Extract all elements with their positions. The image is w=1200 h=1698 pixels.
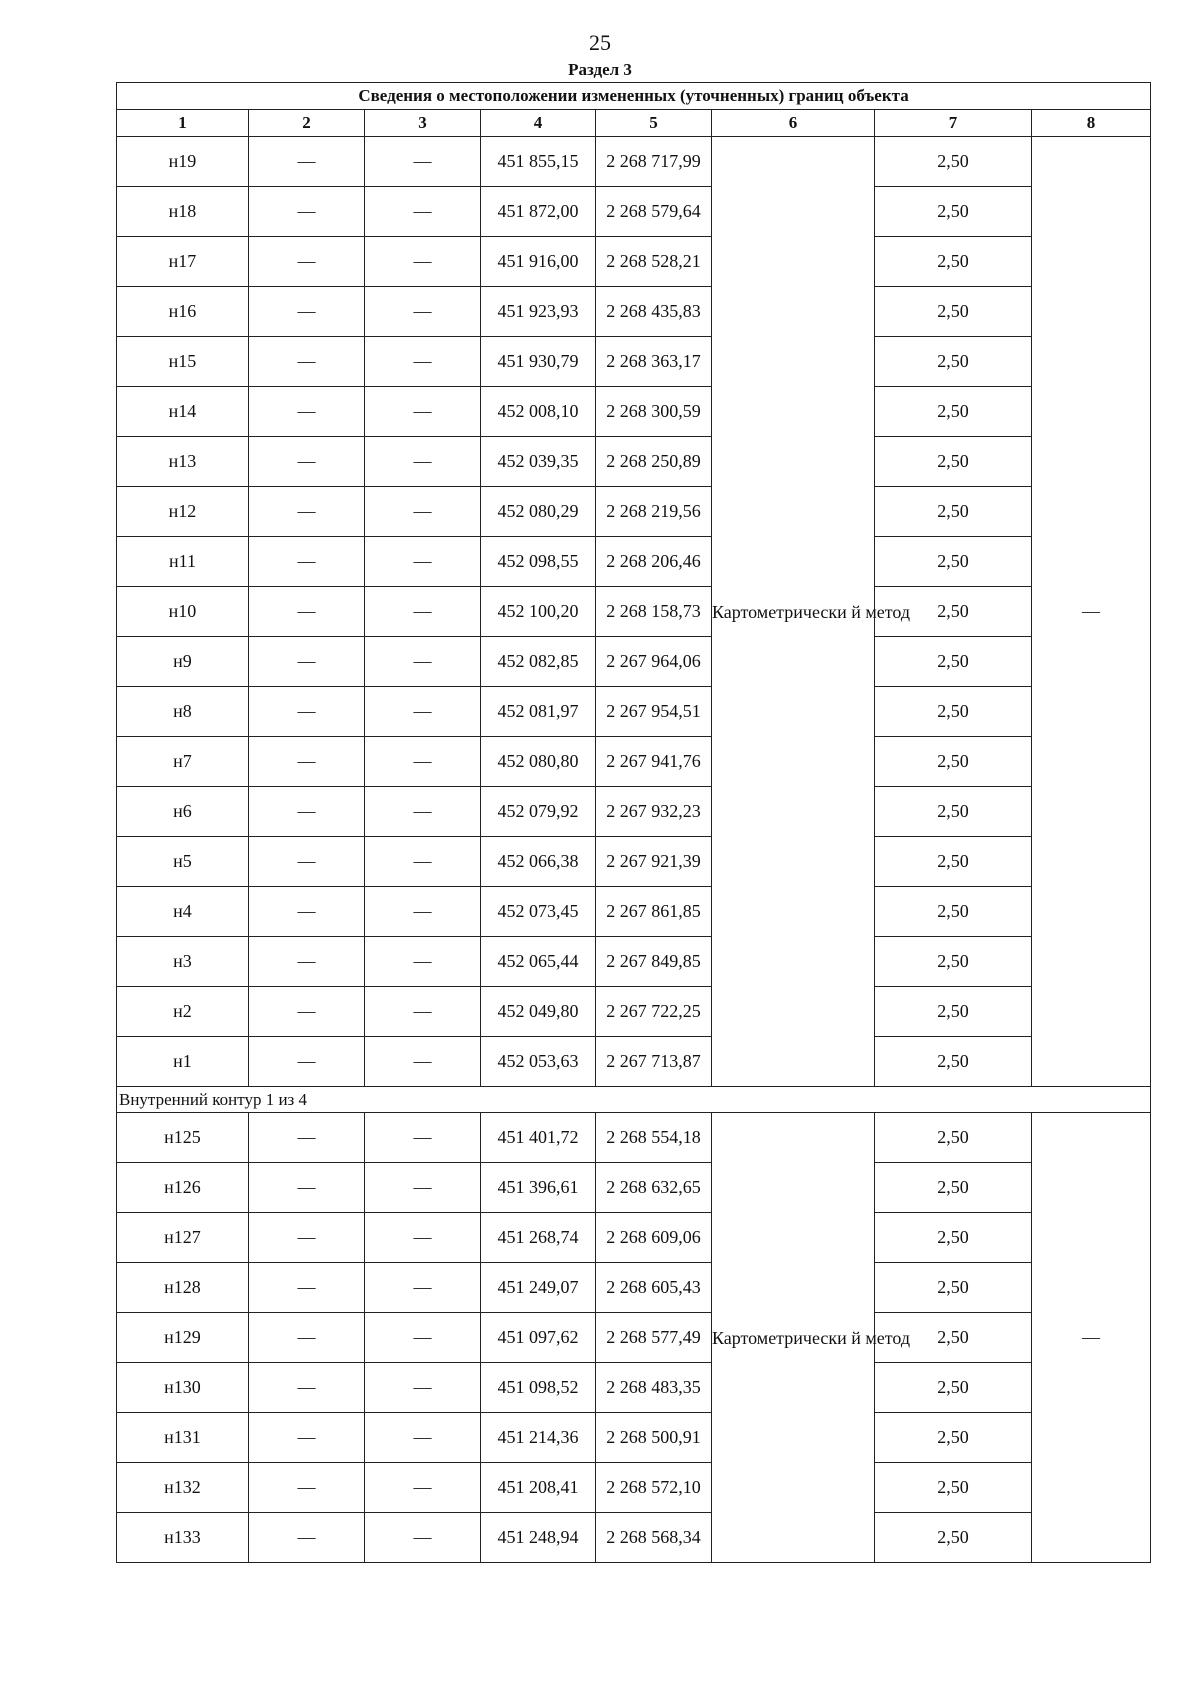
y-coordinate-cell: 2 267 861,85 <box>596 887 712 937</box>
x-coordinate-cell: 451 097,62 <box>481 1313 596 1363</box>
column-number-8: 8 <box>1032 110 1151 137</box>
y-coordinate-cell: 2 268 158,73 <box>596 587 712 637</box>
table-row <box>117 637 1151 687</box>
x-coordinate-cell: 452 080,80 <box>481 737 596 787</box>
table-row <box>117 237 1151 287</box>
column-7-cell: 2,50 <box>875 487 1032 537</box>
column-3-cell: — <box>365 737 481 787</box>
column-7-cell: 2,50 <box>875 637 1032 687</box>
column-2-cell: — <box>249 837 365 887</box>
table-row <box>117 937 1151 987</box>
y-coordinate-cell: 2 267 849,85 <box>596 937 712 987</box>
column-7-cell: 2,50 <box>875 437 1032 487</box>
column-7-cell: 2,50 <box>875 1413 1032 1463</box>
x-coordinate-cell: 451 872,00 <box>481 187 596 237</box>
column-7-cell: 2,50 <box>875 287 1032 337</box>
table-row <box>117 437 1151 487</box>
column-2-cell: — <box>249 387 365 437</box>
point-name-cell: н126 <box>117 1163 249 1213</box>
point-name-cell: н127 <box>117 1213 249 1263</box>
y-coordinate-cell: 2 268 609,06 <box>596 1213 712 1263</box>
table-row <box>117 137 1151 187</box>
table-row <box>117 737 1151 787</box>
column-3-cell: — <box>365 1113 481 1163</box>
column-2-cell: — <box>249 187 365 237</box>
column-2-cell: — <box>249 1413 365 1463</box>
column-7-cell: 2,50 <box>875 1363 1032 1413</box>
table-row <box>117 1113 1151 1163</box>
table-row <box>117 887 1151 937</box>
point-name-cell: н130 <box>117 1363 249 1413</box>
column-2-cell: — <box>249 487 365 537</box>
column-3-cell: — <box>365 1313 481 1363</box>
point-name-cell: н17 <box>117 237 249 287</box>
table-row <box>117 787 1151 837</box>
boundary-coordinates-table <box>116 82 1151 1563</box>
table-row <box>117 187 1151 237</box>
point-name-cell: н6 <box>117 787 249 837</box>
column-3-cell: — <box>365 237 481 287</box>
column-number-7: 7 <box>875 110 1032 137</box>
y-coordinate-cell: 2 267 713,87 <box>596 1037 712 1087</box>
point-name-cell: н131 <box>117 1413 249 1463</box>
column-3-cell: — <box>365 287 481 337</box>
table-row <box>117 1413 1151 1463</box>
column-3-cell: — <box>365 437 481 487</box>
outer-contour-rows <box>117 137 1151 1087</box>
x-coordinate-cell: 452 073,45 <box>481 887 596 937</box>
column-3-cell: — <box>365 1263 481 1313</box>
column-2-cell: — <box>249 1263 365 1313</box>
x-coordinate-cell: 451 249,07 <box>481 1263 596 1313</box>
x-coordinate-cell: 451 855,15 <box>481 137 596 187</box>
x-coordinate-cell: 452 081,97 <box>481 687 596 737</box>
y-coordinate-cell: 2 268 483,35 <box>596 1363 712 1413</box>
y-coordinate-cell: 2 268 717,99 <box>596 137 712 187</box>
point-name-cell: н128 <box>117 1263 249 1313</box>
table-title: Сведения о местоположении измененных (уточненных) границ объекта <box>117 83 1151 110</box>
point-name-cell: н3 <box>117 937 249 987</box>
y-coordinate-cell: 2 268 632,65 <box>596 1163 712 1213</box>
x-coordinate-cell: 451 930,79 <box>481 337 596 387</box>
inner-contour-rows <box>117 1113 1151 1563</box>
page-number: 25 <box>589 30 611 55</box>
y-coordinate-cell: 2 268 577,49 <box>596 1313 712 1363</box>
x-coordinate-cell: 452 079,92 <box>481 787 596 837</box>
column-numbers-row <box>117 110 1151 137</box>
method-cell: Картометрически й метод <box>712 137 875 1087</box>
column-2-cell: — <box>249 937 365 987</box>
column-3-cell: — <box>365 187 481 237</box>
point-name-cell: н4 <box>117 887 249 937</box>
point-name-cell: н18 <box>117 187 249 237</box>
column-7-cell: 2,50 <box>875 987 1032 1037</box>
column-7-cell: 2,50 <box>875 1513 1032 1563</box>
column-2-cell: — <box>249 737 365 787</box>
column-3-cell: — <box>365 687 481 737</box>
column-2-cell: — <box>249 1363 365 1413</box>
column-2-cell: — <box>249 337 365 387</box>
inner-contour-subheader-row <box>117 1087 1151 1113</box>
column-number-5: 5 <box>596 110 712 137</box>
x-coordinate-cell: 452 082,85 <box>481 637 596 687</box>
x-coordinate-cell: 451 214,36 <box>481 1413 596 1463</box>
x-coordinate-cell: 452 065,44 <box>481 937 596 987</box>
point-name-cell: н15 <box>117 337 249 387</box>
column-2-cell: — <box>249 787 365 837</box>
column-7-cell: 2,50 <box>875 587 1032 637</box>
column-7-cell: 2,50 <box>875 687 1032 737</box>
x-coordinate-cell: 452 039,35 <box>481 437 596 487</box>
table-row <box>117 837 1151 887</box>
point-name-cell: н10 <box>117 587 249 637</box>
x-coordinate-cell: 452 080,29 <box>481 487 596 537</box>
column-3-cell: — <box>365 487 481 537</box>
y-coordinate-cell: 2 268 500,91 <box>596 1413 712 1463</box>
y-coordinate-cell: 2 268 554,18 <box>596 1113 712 1163</box>
column-2-cell: — <box>249 1113 365 1163</box>
table-row <box>117 587 1151 637</box>
column-2-cell: — <box>249 987 365 1037</box>
column-7-cell: 2,50 <box>875 1163 1032 1213</box>
table-row <box>117 337 1151 387</box>
column-7-cell: 2,50 <box>875 1263 1032 1313</box>
column-8-cell: — <box>1032 1113 1151 1563</box>
table-row <box>117 287 1151 337</box>
table-row <box>117 987 1151 1037</box>
x-coordinate-cell: 452 053,63 <box>481 1037 596 1087</box>
x-coordinate-cell: 451 396,61 <box>481 1163 596 1213</box>
y-coordinate-cell: 2 267 722,25 <box>596 987 712 1037</box>
column-7-cell: 2,50 <box>875 237 1032 287</box>
point-name-cell: н2 <box>117 987 249 1037</box>
table-row <box>117 687 1151 737</box>
column-7-cell: 2,50 <box>875 337 1032 387</box>
column-2-cell: — <box>249 537 365 587</box>
column-3-cell: — <box>365 987 481 1037</box>
column-2-cell: — <box>249 687 365 737</box>
method-cell: Картометрически й метод <box>712 1113 875 1563</box>
y-coordinate-cell: 2 268 572,10 <box>596 1463 712 1513</box>
column-3-cell: — <box>365 837 481 887</box>
point-name-cell: н11 <box>117 537 249 587</box>
y-coordinate-cell: 2 268 250,89 <box>596 437 712 487</box>
section-title: Раздел 3 <box>568 60 632 79</box>
column-7-cell: 2,50 <box>875 137 1032 187</box>
column-2-cell: — <box>249 237 365 287</box>
column-7-cell: 2,50 <box>875 1037 1032 1087</box>
point-name-cell: н7 <box>117 737 249 787</box>
y-coordinate-cell: 2 268 568,34 <box>596 1513 712 1563</box>
table-row <box>117 1363 1151 1413</box>
x-coordinate-cell: 451 923,93 <box>481 287 596 337</box>
column-8-cell: — <box>1032 137 1151 1087</box>
column-2-cell: — <box>249 287 365 337</box>
column-7-cell: 2,50 <box>875 187 1032 237</box>
column-3-cell: — <box>365 1413 481 1463</box>
x-coordinate-cell: 452 049,80 <box>481 987 596 1037</box>
column-3-cell: — <box>365 887 481 937</box>
column-2-cell: — <box>249 587 365 637</box>
column-3-cell: — <box>365 337 481 387</box>
y-coordinate-cell: 2 268 605,43 <box>596 1263 712 1313</box>
column-7-cell: 2,50 <box>875 837 1032 887</box>
column-number-6: 6 <box>712 110 875 137</box>
inner-contour-subheader: Внутренний контур 1 из 4 <box>117 1087 1151 1113</box>
y-coordinate-cell: 2 268 206,46 <box>596 537 712 587</box>
x-coordinate-cell: 451 098,52 <box>481 1363 596 1413</box>
column-7-cell: 2,50 <box>875 537 1032 587</box>
column-2-cell: — <box>249 137 365 187</box>
column-3-cell: — <box>365 787 481 837</box>
y-coordinate-cell: 2 268 435,83 <box>596 287 712 337</box>
point-name-cell: н133 <box>117 1513 249 1563</box>
x-coordinate-cell: 452 066,38 <box>481 837 596 887</box>
column-2-cell: — <box>249 1513 365 1563</box>
y-coordinate-cell: 2 268 528,21 <box>596 237 712 287</box>
point-name-cell: н1 <box>117 1037 249 1087</box>
column-7-cell: 2,50 <box>875 1213 1032 1263</box>
y-coordinate-cell: 2 267 964,06 <box>596 637 712 687</box>
point-name-cell: н12 <box>117 487 249 537</box>
table-row <box>117 1313 1151 1363</box>
y-coordinate-cell: 2 267 921,39 <box>596 837 712 887</box>
column-3-cell: — <box>365 1163 481 1213</box>
column-7-cell: 2,50 <box>875 387 1032 437</box>
column-7-cell: 2,50 <box>875 787 1032 837</box>
table-row <box>117 537 1151 587</box>
table-row <box>117 1263 1151 1313</box>
table-row <box>117 1037 1151 1087</box>
column-3-cell: — <box>365 537 481 587</box>
y-coordinate-cell: 2 268 363,17 <box>596 337 712 387</box>
table-title-row <box>117 83 1151 110</box>
x-coordinate-cell: 452 098,55 <box>481 537 596 587</box>
point-name-cell: н14 <box>117 387 249 437</box>
column-7-cell: 2,50 <box>875 737 1032 787</box>
point-name-cell: н5 <box>117 837 249 887</box>
table-row <box>117 487 1151 537</box>
point-name-cell: н125 <box>117 1113 249 1163</box>
column-3-cell: — <box>365 1463 481 1513</box>
subheader-section <box>117 1087 1151 1113</box>
point-name-cell: н13 <box>117 437 249 487</box>
point-name-cell: н16 <box>117 287 249 337</box>
table-row <box>117 1463 1151 1513</box>
table-row <box>117 1213 1151 1263</box>
point-name-cell: н19 <box>117 137 249 187</box>
column-number-2: 2 <box>249 110 365 137</box>
column-2-cell: — <box>249 887 365 937</box>
column-3-cell: — <box>365 137 481 187</box>
x-coordinate-cell: 451 401,72 <box>481 1113 596 1163</box>
column-3-cell: — <box>365 387 481 437</box>
column-number-4: 4 <box>481 110 596 137</box>
column-7-cell: 2,50 <box>875 1463 1032 1513</box>
column-3-cell: — <box>365 1513 481 1563</box>
y-coordinate-cell: 2 267 941,76 <box>596 737 712 787</box>
column-2-cell: — <box>249 1213 365 1263</box>
y-coordinate-cell: 2 268 579,64 <box>596 187 712 237</box>
column-2-cell: — <box>249 437 365 487</box>
column-3-cell: — <box>365 587 481 637</box>
point-name-cell: н8 <box>117 687 249 737</box>
column-2-cell: — <box>249 1313 365 1363</box>
column-number-3: 3 <box>365 110 481 137</box>
column-3-cell: — <box>365 637 481 687</box>
y-coordinate-cell: 2 268 300,59 <box>596 387 712 437</box>
x-coordinate-cell: 451 208,41 <box>481 1463 596 1513</box>
column-7-cell: 2,50 <box>875 937 1032 987</box>
column-3-cell: — <box>365 1213 481 1263</box>
table-row <box>117 1513 1151 1563</box>
y-coordinate-cell: 2 267 932,23 <box>596 787 712 837</box>
point-name-cell: н132 <box>117 1463 249 1513</box>
column-2-cell: — <box>249 1037 365 1087</box>
column-7-cell: 2,50 <box>875 1113 1032 1163</box>
point-name-cell: н129 <box>117 1313 249 1363</box>
y-coordinate-cell: 2 267 954,51 <box>596 687 712 737</box>
column-3-cell: — <box>365 1363 481 1413</box>
x-coordinate-cell: 451 916,00 <box>481 237 596 287</box>
column-2-cell: — <box>249 1163 365 1213</box>
table-row <box>117 387 1151 437</box>
table-row <box>117 1163 1151 1213</box>
x-coordinate-cell: 452 100,20 <box>481 587 596 637</box>
column-number-1: 1 <box>117 110 249 137</box>
column-2-cell: — <box>249 1463 365 1513</box>
column-3-cell: — <box>365 1037 481 1087</box>
column-7-cell: 2,50 <box>875 887 1032 937</box>
column-7-cell: 2,50 <box>875 1313 1032 1363</box>
x-coordinate-cell: 451 248,94 <box>481 1513 596 1563</box>
x-coordinate-cell: 451 268,74 <box>481 1213 596 1263</box>
y-coordinate-cell: 2 268 219,56 <box>596 487 712 537</box>
point-name-cell: н9 <box>117 637 249 687</box>
column-3-cell: — <box>365 937 481 987</box>
column-2-cell: — <box>249 637 365 687</box>
x-coordinate-cell: 452 008,10 <box>481 387 596 437</box>
